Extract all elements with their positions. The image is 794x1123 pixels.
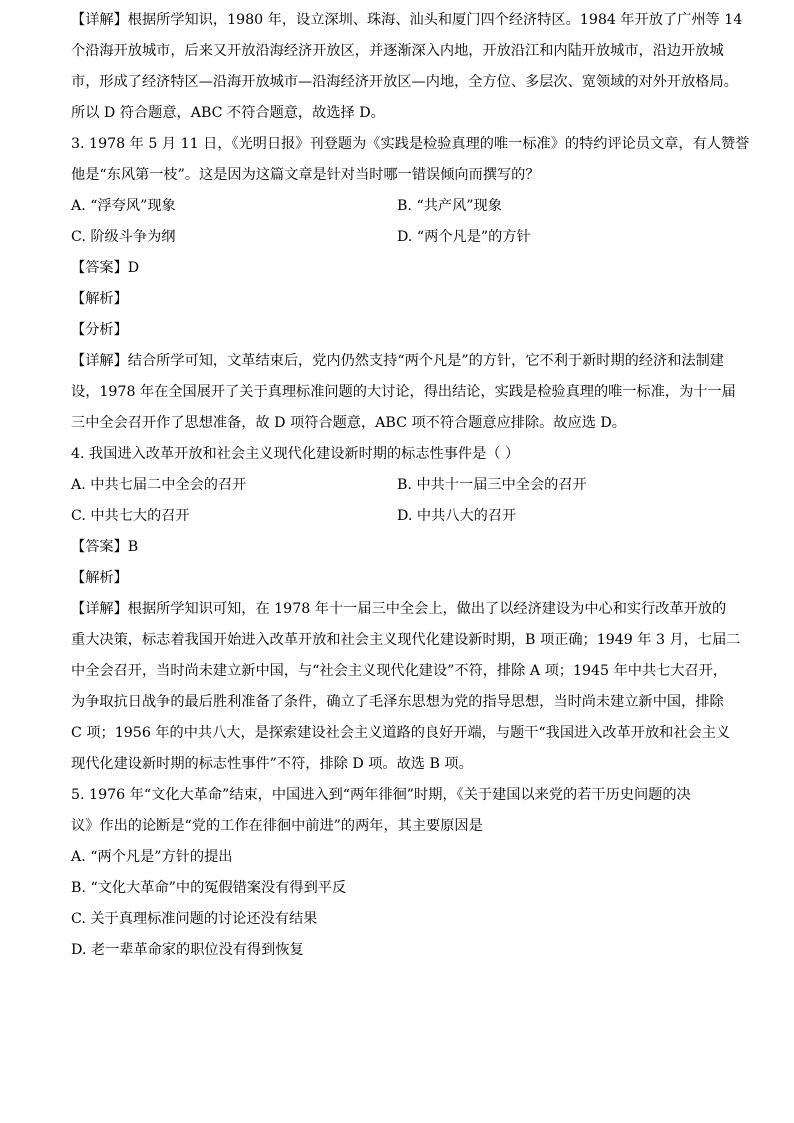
q3-explanation-line-3: 三中全会召开作了思想准备，故 D 项符合题意，ABC 项不符合题意应排除。故应选 D。	[71, 415, 626, 431]
q3-option-a: A. “浮夸风”现象	[71, 198, 176, 214]
q2-explanation-line-2: 个沿海开放城市，后来又开放沿海经济开放区，并逐渐深入内地，开放沿江和内陆开放城市，沿边开放城	[71, 43, 724, 59]
q4-explanation-line-5: C 项；1956 年的中共八大，是探索建设社会主义道路的良好开端，与题干“我国进入改革开放和社会主义	[71, 725, 731, 741]
q5-option-c: C. 关于真理标准问题的讨论还没有结果	[71, 911, 318, 927]
q2-explanation-line-3: 市，形成了经济特区—沿海开放城市—沿海经济开放区—内地，全方位、多层次、宽领域的对外开放格局。	[71, 74, 738, 90]
q4-answer: 【答案】B	[71, 539, 139, 555]
q3-option-b: B. “共产风”现象	[397, 198, 502, 214]
q5-option-b: B. “文化大革命”中的冤假错案没有得到平反	[71, 880, 347, 896]
q4-explanation-line-6: 现代化建设新时期的标志性事件”不符，排除 D 项。故选 B 项。	[71, 756, 473, 772]
q3-explanation-line-1: 【详解】结合所学可知，文革结束后，党内仍然支持“两个凡是”的方针，它不利于新时期的经济和法制建	[71, 353, 724, 369]
q3-option-d: D. “两个凡是”的方针	[397, 229, 531, 245]
q4-option-c: C. 中共七大的召开	[71, 508, 190, 524]
q4-stem: 4. 我国进入改革开放和社会主义现代化建设新时期的标志性事件是（ ）	[71, 446, 520, 462]
q4-explanation-line-4: 为争取抗日战争的最后胜利准备了条件，确立了毛泽东思想为党的指导思想，当时尚未建立新中国，排除	[71, 694, 724, 710]
q3-answer: 【答案】D	[71, 260, 140, 276]
q4-explanation-line-2: 重大决策，标志着我国开始进入改革开放和社会主义现代化建设新时期，B 项正确；1949 年 3 月，七届二	[71, 632, 741, 648]
q2-explanation-line-1: 【详解】根据所学知识，1980 年，设立深圳、珠海、汕头和厦门四个经济特区。1984 年开放了广州等 14	[71, 12, 743, 28]
q3-analysis-label: 【解析】	[71, 291, 128, 307]
q3-fenxi-label: 【分析】	[71, 322, 128, 338]
q5-option-a: A. “两个凡是”方针的提出	[71, 849, 233, 865]
q3-stem-line-1: 3. 1978 年 5 月 11 日，《光明日报》刊登题为《实践是检验真理的唯一标准》的特约评论员文章，有人赞誉	[71, 136, 750, 152]
q4-explanation-line-1: 【详解】根据所学知识可知，在 1978 年十一届三中全会上，做出了以经济建设为中心和实行改革开放的	[71, 601, 727, 617]
q2-explanation-line-4: 所以 D 符合题意，ABC 不符合题意，故选择 D。	[71, 105, 385, 121]
q4-analysis-label: 【解析】	[71, 570, 128, 586]
q3-stem-line-2: 他是“东风第一枝”。这是因为这篇文章是针对当时哪一错误倾向而撰写的？	[71, 167, 540, 183]
q3-explanation-line-2: 设，1978 年在全国展开了关于真理标准问题的大讨论，得出结论，实践是检验真理的唯一标准，为十一届	[71, 384, 736, 400]
q5-stem-line-1: 5. 1976 年“文化大革命”结束，中国进入到“两年徘徊”时期，《关于建国以来党的若干历史问题的决	[71, 787, 691, 803]
q4-option-d: D. 中共八大的召开	[397, 508, 517, 524]
q5-option-d: D. 老一辈革命家的职位没有得到恢复	[71, 942, 304, 958]
q4-option-b: B. 中共十一届三中全会的召开	[397, 477, 587, 493]
q4-explanation-line-3: 中全会召开，当时尚未建立新中国，与“社会主义现代化建设”不符，排除 A 项；1945 年中共七大召开，	[71, 663, 728, 679]
q4-option-a: A. 中共七届二中全会的召开	[71, 477, 247, 493]
q3-option-c: C. 阶级斗争为纲	[71, 229, 176, 245]
q5-stem-line-2: 议》作出的论断是“党的工作在徘徊中前进”的两年，其主要原因是	[71, 818, 483, 834]
